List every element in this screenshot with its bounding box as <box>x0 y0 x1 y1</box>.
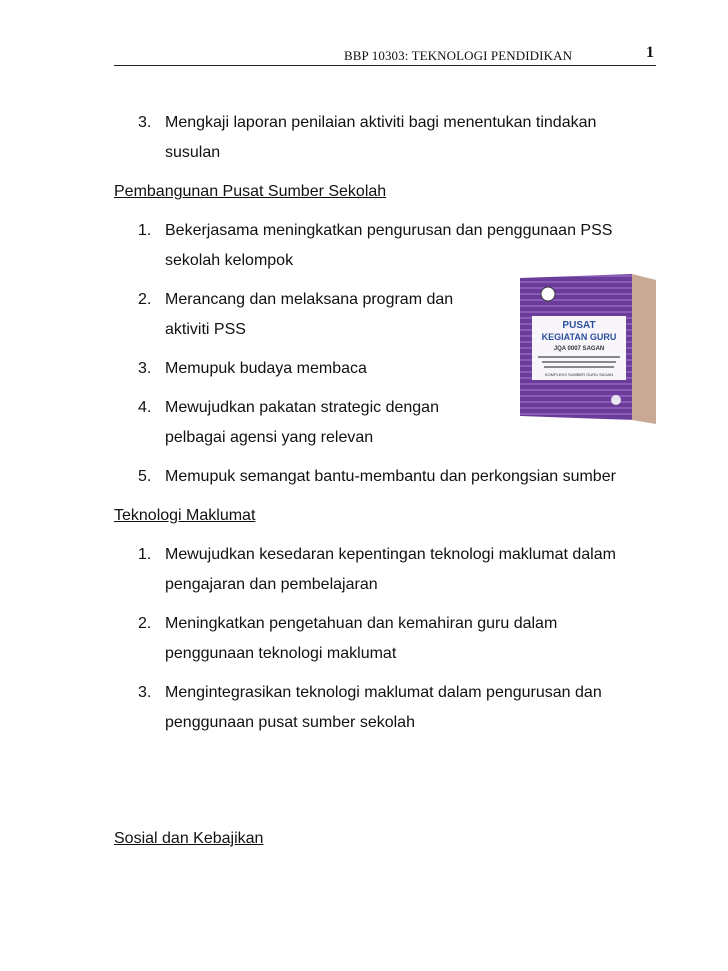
list-item <box>114 609 634 669</box>
item-text: pelbagai agensi yang relevan <box>165 429 374 446</box>
item-text: Bekerjasama meningkatkan pengurusan dan penggunaan PSS <box>165 222 613 239</box>
list-item <box>114 678 634 738</box>
header-rule <box>114 65 656 66</box>
book-text-line <box>538 356 620 358</box>
item-text: Memupuk budaya membaca <box>165 360 367 377</box>
book-text-line <box>544 366 614 368</box>
crest-icon <box>541 287 555 301</box>
header-title: BBP 10303: TEKNOLOGI PENDIDIKAN <box>344 48 573 63</box>
item-text: Meningkatkan pengetahuan dan kemahiran guru dalam <box>165 615 558 632</box>
item-number: 3. <box>138 114 152 131</box>
item-number: 2. <box>138 615 152 632</box>
item-number: 4. <box>138 399 152 416</box>
page-number: 1 <box>646 44 654 61</box>
list-item <box>114 216 634 276</box>
item-text: Mewujudkan kesedaran kepentingan teknologi maklumat dalam <box>165 546 616 563</box>
list-continuation <box>114 108 634 168</box>
list-item <box>114 108 634 168</box>
item-text: Mewujudkan pakatan strategic dengan <box>165 399 439 416</box>
book-text-line <box>542 361 616 363</box>
list-item <box>114 462 634 492</box>
item-text: Merancang dan melaksana program dan <box>165 291 454 308</box>
badge-icon <box>611 395 621 405</box>
document-body <box>114 108 634 854</box>
item-number: 5. <box>138 468 152 485</box>
page-header <box>114 40 656 66</box>
item-number: 3. <box>138 684 152 701</box>
book-footer: KOMPLEKS SUMBER GURU SAGAN <box>544 372 614 377</box>
book-code: JQA 0007 SAGAN <box>553 346 605 352</box>
item-text: Memupuk semangat bantu-membantu dan perkongsian sumber <box>165 468 616 485</box>
book-title-2: KEGIATAN GURU <box>541 332 617 342</box>
item-text: pengajaran dan pembelajaran <box>165 576 378 593</box>
section-heading: Sosial dan Kebajikan <box>114 830 264 847</box>
item-text: penggunaan teknologi maklumat <box>165 645 397 662</box>
item-text: Mengintegrasikan teknologi maklumat dalam pengurusan dan <box>165 684 602 701</box>
item-text: penggunaan pusat sumber sekolah <box>165 714 415 731</box>
section-heading: Pembangunan Pusat Sumber Sekolah <box>114 183 387 200</box>
item-text: aktiviti PSS <box>165 321 246 338</box>
book-title-1: PUSAT <box>562 320 596 331</box>
item-number: 2. <box>138 291 152 308</box>
section-heading: Teknologi Maklumat <box>114 507 256 524</box>
item-number: 1. <box>138 546 152 563</box>
item-text: susulan <box>165 144 221 161</box>
item-text: Mengkaji laporan penilaian aktiviti bagi menentukan tindakan <box>165 114 597 131</box>
book-cover-image <box>518 272 656 424</box>
item-number: 3. <box>138 360 152 377</box>
list-teknologi-maklumat <box>114 540 634 738</box>
item-number: 1. <box>138 222 152 239</box>
item-text: sekolah kelompok <box>165 252 294 269</box>
list-item <box>114 540 634 600</box>
book-spine <box>632 274 656 424</box>
